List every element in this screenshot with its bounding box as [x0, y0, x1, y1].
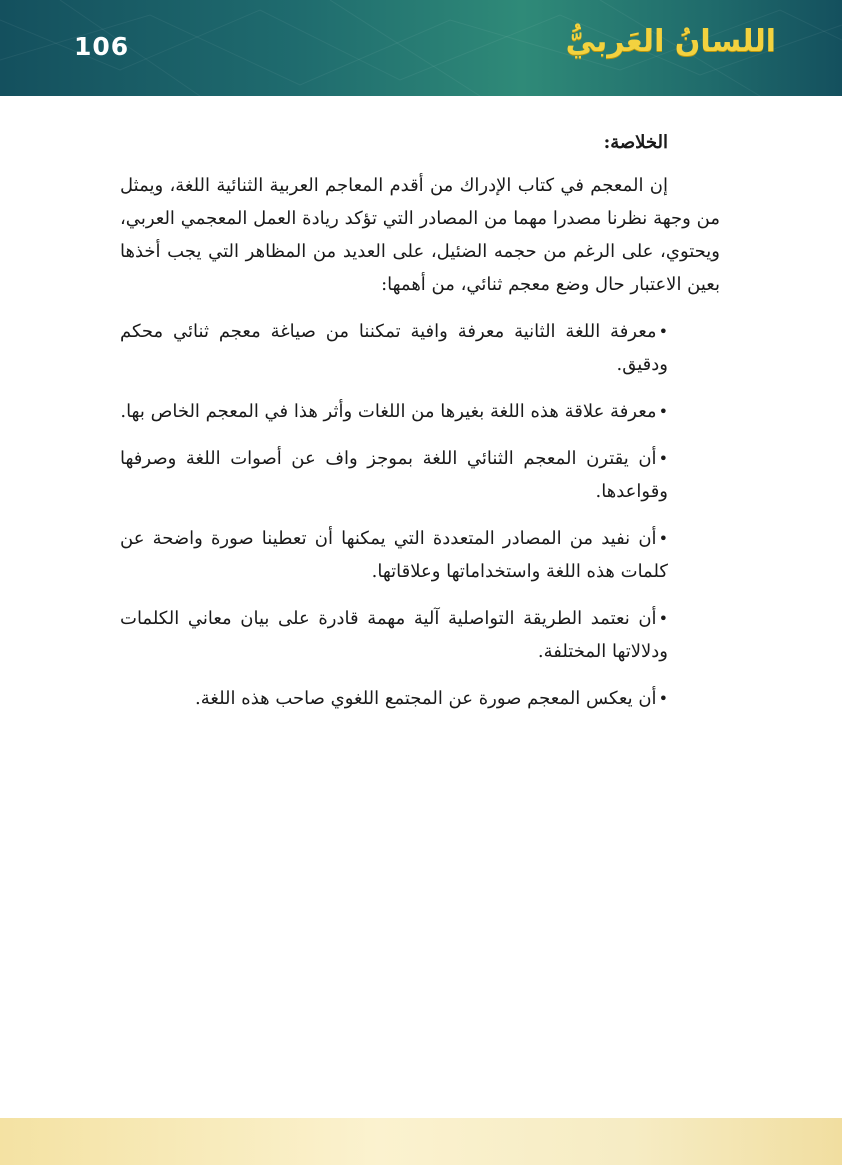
bullet-icon: • [658, 689, 668, 708]
list-item-text: أن نفيد من المصادر المتعددة التي يمكنها أن تعطينا صورة واضحة عن كلمات هذه اللغة واستخداماتها وعلاقاتها. [120, 528, 668, 582]
list-item-text: معرفة علاقة هذه اللغة بغيرها من اللغات وأثر هذا في المعجم الخاص بها. [120, 401, 657, 422]
bullet-icon: • [658, 322, 668, 341]
bullet-icon: • [658, 449, 668, 468]
page-footer-band [0, 1118, 842, 1165]
article-body [120, 126, 720, 729]
bullet-icon: • [658, 609, 668, 628]
key-points-list [120, 315, 720, 715]
section-heading: الخلاصة: [603, 132, 668, 153]
list-item [120, 315, 668, 381]
list-item-text: أن يعكس المعجم صورة عن المجتمع اللغوي صاحب هذه اللغة. [195, 688, 657, 709]
bullet-icon: • [658, 402, 668, 421]
bullet-icon: • [658, 529, 668, 548]
list-item [120, 522, 668, 588]
journal-logo: اللسانُ العَربيُّ [565, 24, 776, 59]
list-item-text: أن يقترن المعجم الثنائي اللغة بموجز واف عن أصوات اللغة وصرفها وقواعدها. [120, 448, 668, 502]
list-item [120, 442, 668, 508]
list-item [120, 682, 668, 715]
intro-paragraph: إن المعجم في كتاب الإدراك من أقدم المعاجم العربية الثنائية اللغة، ويمثل من وجهة نظرنا مصدرا مهما من المصادر التي تؤكد ريادة العمل المعجمي العربي، ويحتوي، على الرغم من حجمه الضئيل، على العديد من المظاهر التي يجب أخذها بعين الاعتبار حال وضع معجم ثنائي، من أهمها: [120, 175, 720, 295]
list-item [120, 602, 668, 668]
list-item [120, 395, 668, 428]
list-item-text: معرفة اللغة الثانية معرفة وافية تمكننا من صياغة معجم ثنائي محكم ودقيق. [120, 321, 668, 375]
page-header [0, 0, 842, 96]
list-item-text: أن نعتمد الطريقة التواصلية آلية مهمة قادرة على بيان معاني الكلمات ودلالاتها المختلفة. [120, 608, 668, 662]
page-number: 106 [74, 32, 130, 61]
